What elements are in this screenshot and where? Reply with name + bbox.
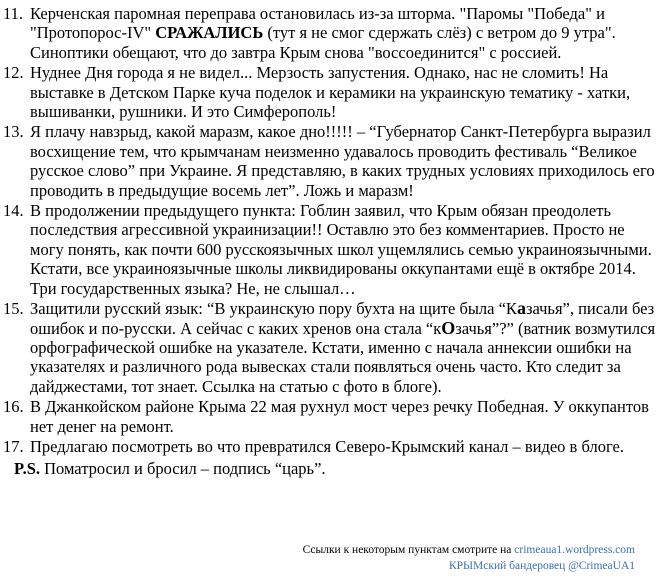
item-number: 13. (3, 122, 24, 142)
item-number: 15. (3, 299, 24, 319)
item-number: 12. (3, 63, 24, 83)
postscript (0, 459, 661, 479)
blog-link[interactable]: crimeaua1.wordpress.com (514, 544, 635, 556)
item-number: 17. (3, 436, 24, 456)
list-item-15 (0, 299, 661, 396)
ps-text: Поматросил и бросил – подпись “царь”. (40, 459, 326, 479)
item-text: Защитили русский язык: “В украинскую пору бухта на щите была “К (30, 299, 517, 319)
item-emphasis: СРАЖАЛИСЬ (155, 23, 264, 43)
item-text: зачья”, писали без ошибок и по-русски. А сейчас с каких хренов она стала “к (30, 299, 655, 338)
highlighted-letter: а (516, 298, 526, 319)
news-list (0, 4, 661, 456)
item-number: 11. (3, 4, 24, 23)
list-item-13 (0, 122, 661, 200)
list-item-17 (0, 437, 661, 456)
highlighted-letter: О (441, 317, 456, 338)
list-item-11 (0, 4, 661, 62)
footer-links-note (303, 543, 635, 557)
item-text: В продолжении предыдущего пункта: Гоблин заявил, что Крым обязан преодолеть последствия агрессивной украинизации!! Оставлю это без комментариев. Просто не могу понять, как почти 600 русскоязычных школ ущемлялись семью украиноязычными. Кстати, все украиноязычные школы ликвидированы оккупантами ещё в октябре 2014. Три государственных языка? Не, не слышал… (30, 201, 652, 298)
item-text: Предлагаю посмотреть во что превратился Северо-Крымский канал – видео в блоге. (30, 436, 624, 456)
item-number: 14. (3, 201, 24, 221)
item-text: Нуднее Дня города я не видел... Мерзость запустения. Однако, нас не сломить! На выставке в Детском Парке куча поделок и керамики на украинскую тематику - хатки, вышиванки, рушники. И это Симферополь! (30, 63, 631, 122)
item-number: 16. (3, 397, 24, 417)
ps-label: P.S. (14, 459, 40, 479)
item-text: Керченская паромная переправа остановилась из-за шторма. "Паромы "Победа" и "Протопорос-IV" (30, 4, 605, 43)
item-text: Я плачу навзрыд, какой маразм, какое дно!!!!! – “Губернатор Санкт-Петербурга выразил восхищение тем, что крымчанам неизменно удавалось проводить фестиваль “Великое русское слово” при Украине. Я представляю, в каких трудных условиях приходилось его проводить в предыдущие восемь лет”. Ложь и маразм! (30, 122, 655, 200)
list-item-14 (0, 201, 661, 298)
item-text: (тут я не смог сдержать слёз) с ветром до 9 утра". Синоптики обещают, что до завтра Крым снова "воссоединится" с россией. (30, 23, 616, 62)
digest-document (0, 4, 661, 479)
list-item-12 (0, 63, 661, 121)
footer-text: Ссылки к некоторым пунктам смотрите на (302, 544, 515, 556)
footer-signature[interactable]: КРЫМский бандеровец @CrimeaUA1 (448, 560, 635, 572)
item-text: В Джанкойском районе Крыма 22 мая рухнул мост через речку Победная. У оккупантов нет денег на ремонт. (30, 397, 649, 436)
item-text: зачья”?” (ватник возмутился орфографической ошибке на указателе. Кстати, именно с начала аннексии ошибки на указателях и различного рода вывесках стали появляться очень часто. Кто следит за дайджестами, тот знает. Ссылка на статью с фото в блоге). (30, 318, 656, 396)
list-item-16 (0, 397, 661, 436)
